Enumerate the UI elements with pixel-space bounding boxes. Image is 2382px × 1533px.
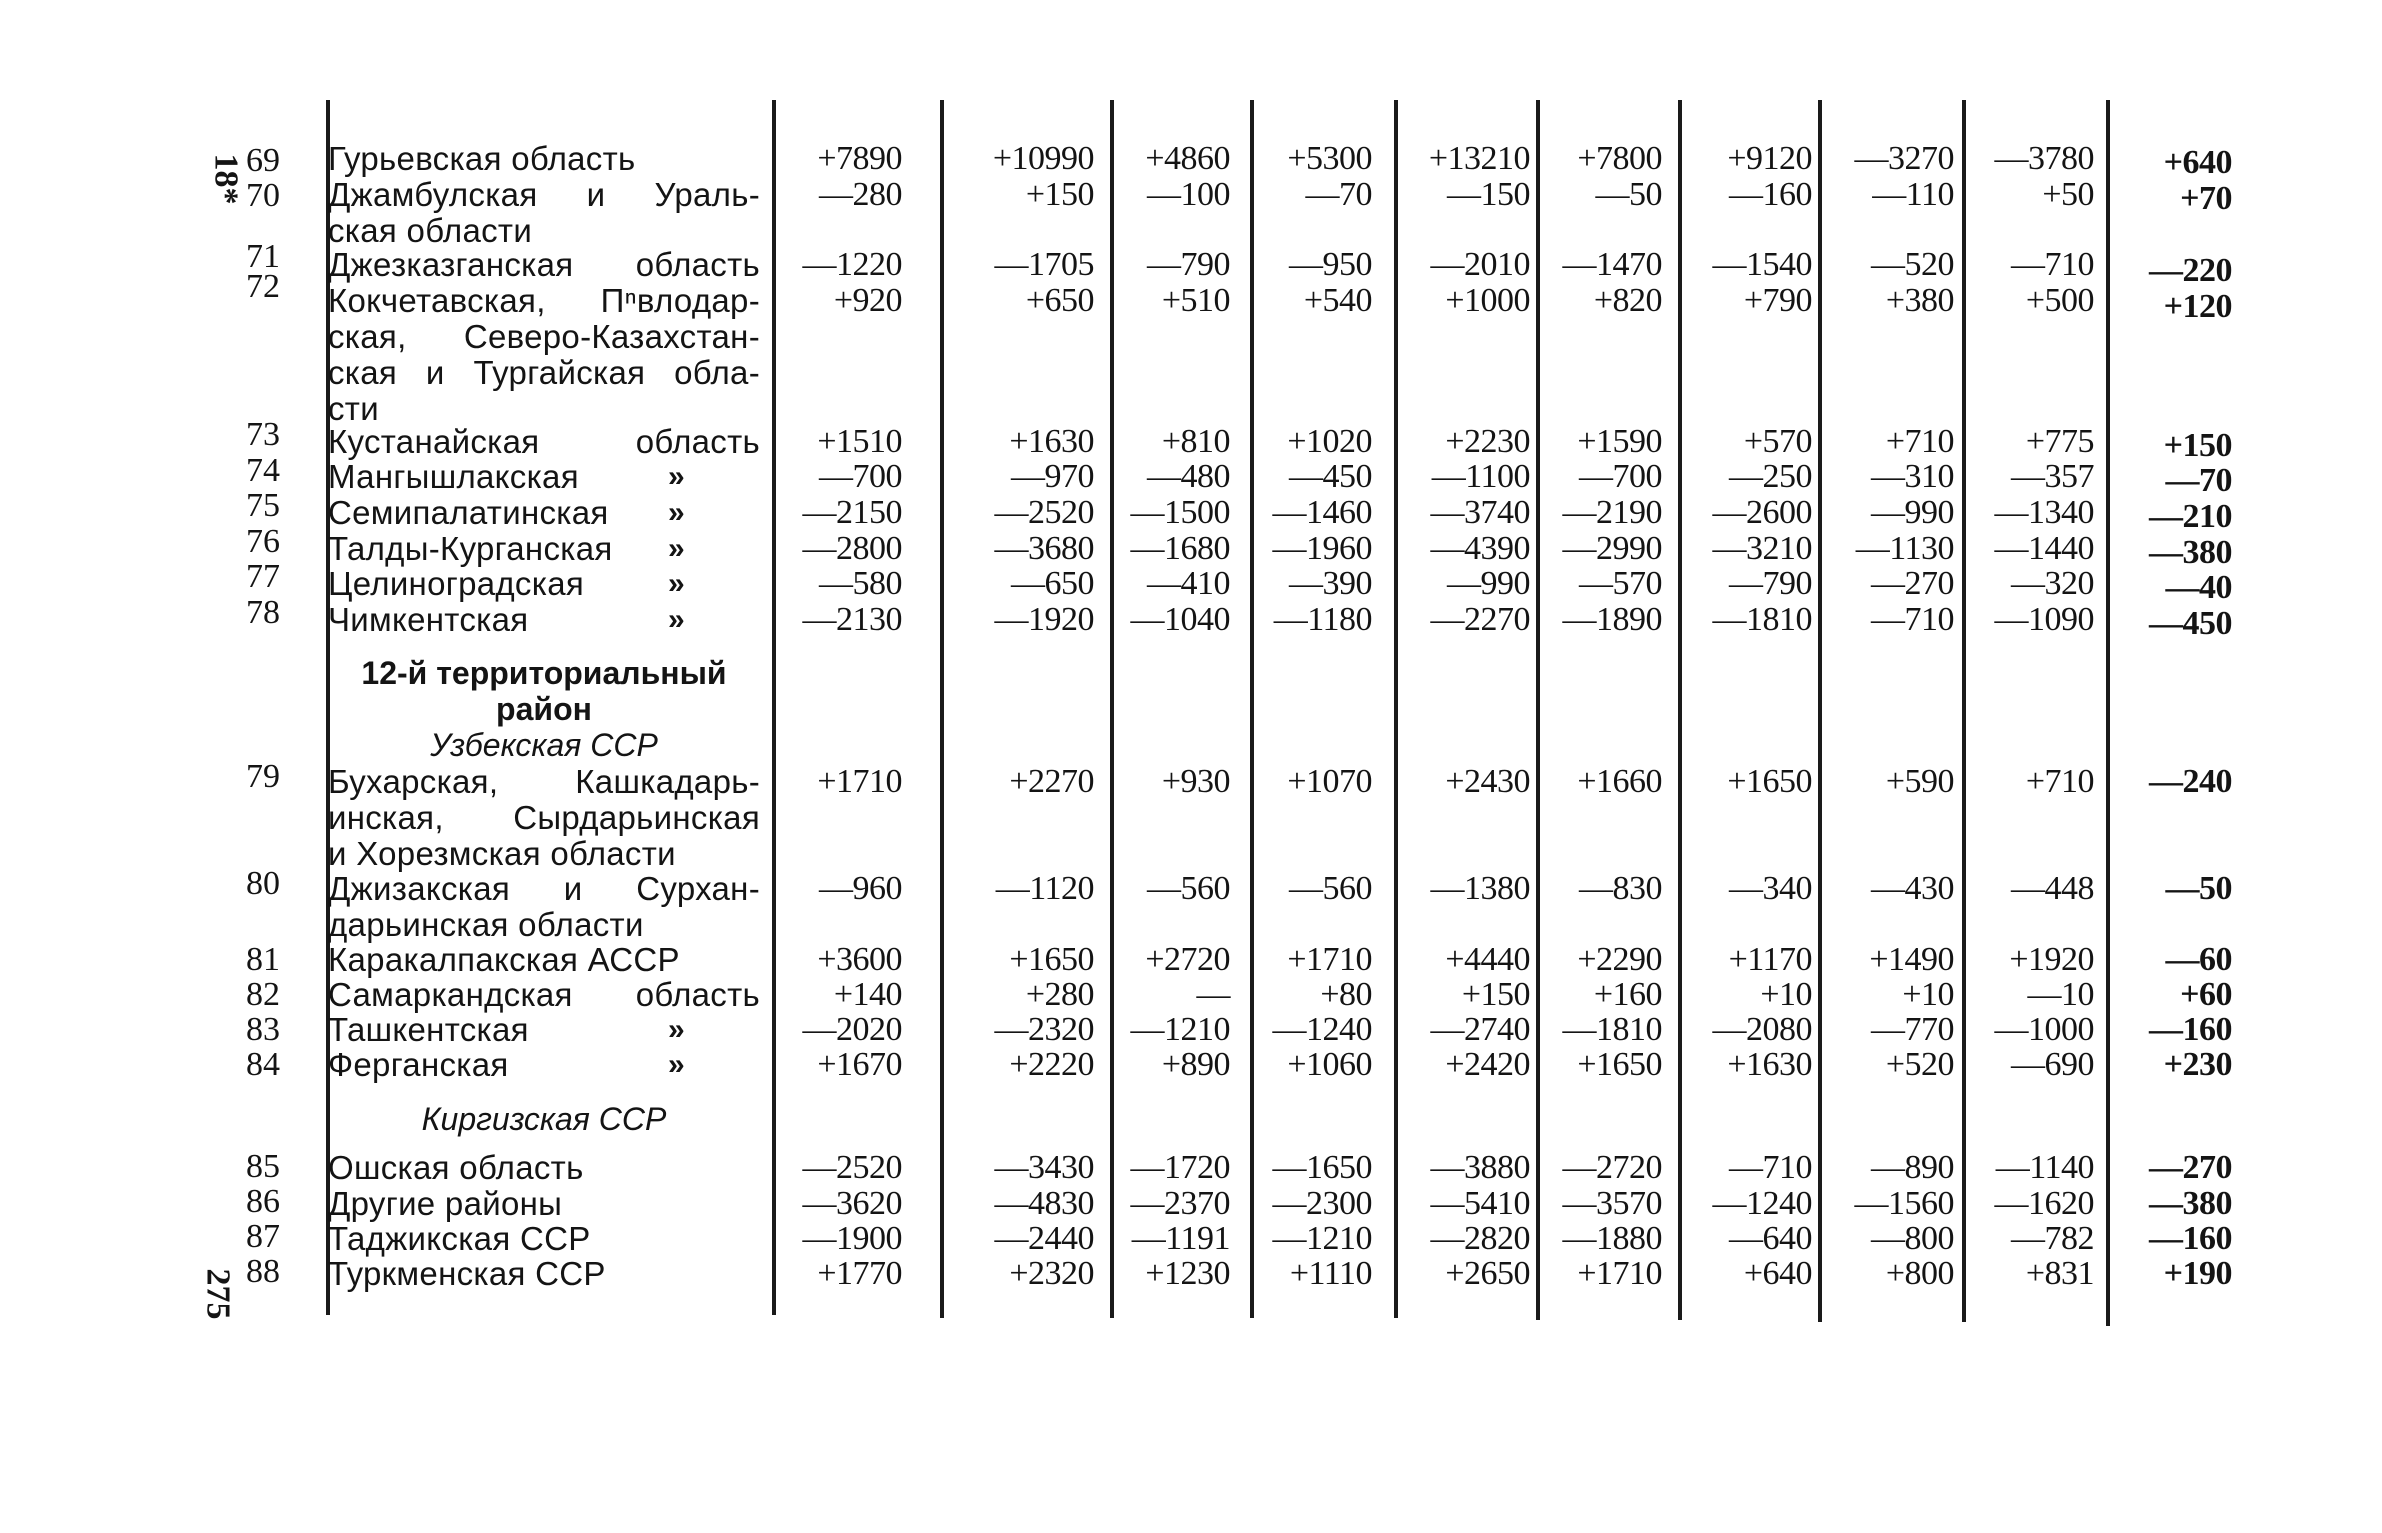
table-cell: —1130 bbox=[1855, 530, 1954, 567]
table-cell: —160 bbox=[1729, 176, 1812, 213]
table-cell: +510 bbox=[1161, 282, 1230, 319]
table-cell: +710 bbox=[2025, 763, 2094, 800]
table-cell: +380 bbox=[1885, 282, 1954, 319]
row-name-line: Самаркандская область bbox=[328, 976, 760, 1013]
table-cell: +1920 bbox=[2009, 941, 2094, 978]
table-cell: —2990 bbox=[1562, 530, 1662, 567]
table-cell: —450 bbox=[2149, 605, 2232, 642]
table-cell: —2020 bbox=[802, 1011, 902, 1048]
table-cell: —340 bbox=[1729, 870, 1812, 907]
table-cell: —782 bbox=[2011, 1220, 2094, 1257]
row-name-line: Джезказганская область bbox=[328, 246, 760, 283]
row-number: 88 bbox=[246, 1253, 280, 1290]
table-cell: —1960 bbox=[1272, 530, 1372, 567]
row-name-line: ская и Тургайская обла- bbox=[328, 354, 760, 391]
row-name-line: Ошская область bbox=[328, 1149, 584, 1186]
table-cell: +820 bbox=[1593, 282, 1662, 319]
row-number: 83 bbox=[246, 1011, 280, 1048]
heading-line: район bbox=[496, 691, 592, 727]
table-cell: —3680 bbox=[994, 530, 1094, 567]
table-cell: —480 bbox=[1147, 458, 1230, 495]
table-cell: —1500 bbox=[1130, 494, 1230, 531]
row-name-line: Кокчетавская, Пⁿвлодар- bbox=[328, 282, 760, 319]
row-name-line: Чимкентская bbox=[328, 601, 529, 638]
row-number: 80 bbox=[246, 865, 280, 902]
table-cell: —1210 bbox=[1130, 1011, 1230, 1048]
table-cell: —1240 bbox=[1272, 1011, 1372, 1048]
table-cell: +280 bbox=[1025, 976, 1094, 1013]
table-cell: +1230 bbox=[1145, 1255, 1230, 1292]
table-cell: —280 bbox=[819, 176, 902, 213]
table-cell: +1490 bbox=[1869, 941, 1954, 978]
table-cell: —2010 bbox=[1430, 246, 1530, 283]
table-cell: —3780 bbox=[1994, 140, 2094, 177]
table-cell: —1650 bbox=[1272, 1149, 1372, 1186]
table-cell: +2720 bbox=[1145, 941, 1230, 978]
page-number: 275 bbox=[199, 1268, 237, 1320]
table-cell: +4860 bbox=[1145, 140, 1230, 177]
table-cell: +790 bbox=[1743, 282, 1812, 319]
table-cell: +140 bbox=[833, 976, 902, 1013]
row-name-line: ская области bbox=[328, 212, 533, 249]
table-cell: +2430 bbox=[1445, 763, 1530, 800]
table-cell: +1710 bbox=[817, 763, 902, 800]
table-cell: —110 bbox=[1872, 176, 1954, 213]
row-name-line: Джамбулская и Ураль- bbox=[328, 176, 760, 213]
row-number: 82 bbox=[246, 976, 280, 1013]
table-cell: +4440 bbox=[1445, 941, 1530, 978]
table-cell: +1650 bbox=[1009, 941, 1094, 978]
table-cell: +60 bbox=[2180, 976, 2232, 1013]
heading-line: 12-й территориальный bbox=[361, 655, 727, 691]
table-cell: —1380 bbox=[1430, 870, 1530, 907]
table-cell: —1920 bbox=[994, 601, 1094, 638]
table-cell: —560 bbox=[1147, 870, 1230, 907]
table-cell: —40 bbox=[2165, 569, 2232, 606]
row-name-line: Ташкентская bbox=[328, 1011, 529, 1048]
table-cell: —70 bbox=[2165, 462, 2232, 499]
table-cell: +190 bbox=[2163, 1255, 2232, 1292]
table-cell: —1680 bbox=[1130, 530, 1230, 567]
table-cell: —2270 bbox=[1430, 601, 1530, 638]
heading-uzbek-ssr: Узбекская ССР bbox=[430, 727, 658, 763]
table-cell: —1720 bbox=[1130, 1149, 1230, 1186]
table-cell: — bbox=[1196, 976, 1230, 1013]
table-cell: —3880 bbox=[1430, 1149, 1530, 1186]
table-cell: +1510 bbox=[817, 423, 902, 460]
table-cell: —640 bbox=[1729, 1220, 1812, 1257]
table-cell: —710 bbox=[2011, 246, 2094, 283]
heading-kirghiz-ssr: Киргизская ССР bbox=[421, 1101, 667, 1137]
row-number: 74 bbox=[246, 452, 280, 489]
table-cell: —1470 bbox=[1562, 246, 1662, 283]
table-cell: —1540 bbox=[1712, 246, 1812, 283]
table-cell: +2650 bbox=[1445, 1255, 1530, 1292]
table-cell: —50 bbox=[1595, 176, 1662, 213]
table-cell: —800 bbox=[1871, 1220, 1954, 1257]
table-cell: —1810 bbox=[1562, 1011, 1662, 1048]
table-cell: —160 bbox=[2149, 1220, 2232, 1257]
table-cell: —450 bbox=[1289, 458, 1372, 495]
table-cell: +3600 bbox=[817, 941, 902, 978]
table-cell: —2720 bbox=[1562, 1149, 1662, 1186]
table-cell: +2320 bbox=[1009, 1255, 1094, 1292]
table-cell: —1100 bbox=[1431, 458, 1530, 495]
row-name-line: Талды-Курганская bbox=[328, 530, 613, 567]
table-cell: +520 bbox=[1885, 1046, 1954, 1083]
table-cell: —320 bbox=[2011, 565, 2094, 602]
table-cell: —2300 bbox=[1272, 1185, 1372, 1222]
table-cell: —520 bbox=[1871, 246, 1954, 283]
table-cell: +2420 bbox=[1445, 1046, 1530, 1083]
row-number: 81 bbox=[246, 941, 280, 978]
row-number: 71 bbox=[246, 238, 280, 275]
table-cell: —1440 bbox=[1994, 530, 2094, 567]
table-cell: +1060 bbox=[1287, 1046, 1372, 1083]
table-cell: —448 bbox=[2011, 870, 2094, 907]
table-cell: —3570 bbox=[1562, 1185, 1662, 1222]
ditto-mark: » bbox=[668, 1013, 685, 1046]
column-rule bbox=[1110, 100, 1114, 1318]
table-cell: +1710 bbox=[1577, 1255, 1662, 1292]
table-cell: —2440 bbox=[994, 1220, 1094, 1257]
ditto-mark: » bbox=[668, 496, 685, 529]
ditto-mark: » bbox=[668, 603, 685, 636]
table-cell: —960 bbox=[819, 870, 902, 907]
table-cell: —2150 bbox=[802, 494, 902, 531]
table-cell: —2370 bbox=[1130, 1185, 1230, 1222]
table-cell: —990 bbox=[1447, 565, 1530, 602]
table-cell: —2520 bbox=[802, 1149, 902, 1186]
table-cell: +831 bbox=[2025, 1255, 2094, 1292]
table-cell: +2220 bbox=[1009, 1046, 1094, 1083]
table-cell: —1460 bbox=[1272, 494, 1372, 531]
table-cell: +10 bbox=[1760, 976, 1812, 1013]
ditto-mark: » bbox=[668, 460, 685, 493]
table-cell: —3740 bbox=[1430, 494, 1530, 531]
table-cell: —2520 bbox=[994, 494, 1094, 531]
table-cell: +800 bbox=[1885, 1255, 1954, 1292]
table-cell: —430 bbox=[1871, 870, 1954, 907]
table-cell: —2600 bbox=[1712, 494, 1812, 531]
table-cell: —1900 bbox=[802, 1220, 902, 1257]
table-cell: +9120 bbox=[1727, 140, 1812, 177]
table-cell: +1630 bbox=[1727, 1046, 1812, 1083]
table-cell: —1340 bbox=[1994, 494, 2094, 531]
table-cell: +7890 bbox=[817, 140, 902, 177]
table-cell: —1090 bbox=[1994, 601, 2094, 638]
table-cell: +150 bbox=[2163, 427, 2232, 464]
table-cell: —2080 bbox=[1712, 1011, 1812, 1048]
table-cell: —580 bbox=[819, 565, 902, 602]
table-cell: —1620 bbox=[1994, 1185, 2094, 1222]
table-cell: +590 bbox=[1885, 763, 1954, 800]
ditto-mark: » bbox=[668, 1048, 685, 1081]
signature-mark: 18* bbox=[207, 153, 245, 205]
column-rule bbox=[1394, 100, 1398, 1318]
table-cell: —1000 bbox=[1994, 1011, 2094, 1048]
table-cell: —950 bbox=[1289, 246, 1372, 283]
row-number: 84 bbox=[246, 1046, 280, 1083]
table-cell: +500 bbox=[2025, 282, 2094, 319]
table-cell: —70 bbox=[1305, 176, 1372, 213]
table-cell: +930 bbox=[1161, 763, 1230, 800]
row-name-line: ская, Северо-Казахстан- bbox=[328, 318, 760, 355]
table-cell: +1110 bbox=[1289, 1255, 1372, 1292]
table-cell: +1770 bbox=[817, 1255, 902, 1292]
table-cell: —710 bbox=[1871, 601, 1954, 638]
table-cell: +80 bbox=[1320, 976, 1372, 1013]
row-name-line: инская, Сырдарьинская bbox=[328, 799, 760, 836]
table-cell: +2290 bbox=[1577, 941, 1662, 978]
table-cell: +1590 bbox=[1577, 423, 1662, 460]
table-cell: —270 bbox=[1871, 565, 1954, 602]
table-cell: —890 bbox=[1871, 1149, 1954, 1186]
table-cell: —970 bbox=[1011, 458, 1094, 495]
table-cell: —710 bbox=[1729, 1149, 1812, 1186]
table-cell: +50 bbox=[2042, 176, 2094, 213]
table-cell: —1210 bbox=[1272, 1220, 1372, 1257]
table-cell: —1220 bbox=[802, 246, 902, 283]
table-cell: +1710 bbox=[1287, 941, 1372, 978]
table-cell: —790 bbox=[1729, 565, 1812, 602]
column-rule bbox=[1250, 100, 1254, 1318]
table-cell: +70 bbox=[2180, 180, 2232, 217]
table-cell: —390 bbox=[1289, 565, 1372, 602]
table-cell: —1140 bbox=[1995, 1149, 2094, 1186]
table-cell: +13210 bbox=[1428, 140, 1530, 177]
ditto-mark: » bbox=[668, 532, 685, 565]
table-cell: —700 bbox=[819, 458, 902, 495]
row-number: 69 bbox=[246, 142, 280, 179]
table-cell: +150 bbox=[1461, 976, 1530, 1013]
row-name-line: Таджикская ССР bbox=[328, 1220, 591, 1257]
row-name-line: Туркменская ССР bbox=[328, 1255, 606, 1292]
table-cell: +160 bbox=[1593, 976, 1662, 1013]
table-cell: —2130 bbox=[802, 601, 902, 638]
table-cell: —700 bbox=[1579, 458, 1662, 495]
row-name-line: и Хорезмская области bbox=[328, 835, 676, 872]
table-cell: —380 bbox=[2149, 1185, 2232, 1222]
table-cell: —250 bbox=[1729, 458, 1812, 495]
table-cell: —380 bbox=[2149, 534, 2232, 571]
table-cell: —10 bbox=[2027, 976, 2094, 1013]
row-number: 79 bbox=[246, 758, 280, 795]
row-name-line: дарьинская области bbox=[328, 906, 644, 943]
table-cell: —210 bbox=[2149, 498, 2232, 535]
table-cell: +1170 bbox=[1728, 941, 1812, 978]
table-cell: —560 bbox=[1289, 870, 1372, 907]
table-cell: +150 bbox=[1025, 176, 1094, 213]
column-rule bbox=[2106, 100, 2110, 1326]
table-cell: —160 bbox=[2149, 1011, 2232, 1048]
row-number: 73 bbox=[246, 416, 280, 453]
table-cell: —650 bbox=[1011, 565, 1094, 602]
row-number: 75 bbox=[246, 487, 280, 524]
row-number: 77 bbox=[246, 558, 280, 595]
table-cell: +2230 bbox=[1445, 423, 1530, 460]
table-cell: +230 bbox=[2163, 1046, 2232, 1083]
table-cell: —60 bbox=[2165, 941, 2232, 978]
table-cell: +1650 bbox=[1577, 1046, 1662, 1083]
table-cell: +1070 bbox=[1287, 763, 1372, 800]
table-cell: —1890 bbox=[1562, 601, 1662, 638]
row-name-line: Мангышлакская bbox=[328, 458, 579, 495]
table-cell: —310 bbox=[1871, 458, 1954, 495]
table-cell: —100 bbox=[1147, 176, 1230, 213]
table-cell: —2190 bbox=[1562, 494, 1662, 531]
table-cell: —990 bbox=[1871, 494, 1954, 531]
table-cell: —1560 bbox=[1854, 1185, 1954, 1222]
table-cell: —3270 bbox=[1854, 140, 1954, 177]
table-cell: —3430 bbox=[994, 1149, 1094, 1186]
column-rule bbox=[1678, 100, 1682, 1320]
table-cell: —1191 bbox=[1131, 1220, 1230, 1257]
table-cell: +7800 bbox=[1577, 140, 1662, 177]
row-name-line: Гурьевская область bbox=[328, 140, 636, 177]
table-cell: —2820 bbox=[1430, 1220, 1530, 1257]
table-cell: —1240 bbox=[1712, 1185, 1812, 1222]
table-cell: —4830 bbox=[994, 1185, 1094, 1222]
table-cell: +540 bbox=[1303, 282, 1372, 319]
ditto-mark: » bbox=[668, 567, 685, 600]
table-cell: +10 bbox=[1902, 976, 1954, 1013]
row-name-line: Семипалатинская bbox=[328, 494, 609, 531]
table-cell: +1670 bbox=[817, 1046, 902, 1083]
table-cell: —1040 bbox=[1130, 601, 1230, 638]
row-name-line: Каракалпакская АССР bbox=[328, 941, 680, 978]
table-cell: —1810 bbox=[1712, 601, 1812, 638]
row-number: 70 bbox=[246, 177, 280, 214]
table-cell: —220 bbox=[2149, 252, 2232, 289]
row-name-line: Целиноградская bbox=[328, 565, 585, 602]
table-cell: +2270 bbox=[1009, 763, 1094, 800]
table-cell: —5410 bbox=[1430, 1185, 1530, 1222]
table-cell: +775 bbox=[2025, 423, 2094, 460]
table-cell: —790 bbox=[1147, 246, 1230, 283]
table-cell: +710 bbox=[1885, 423, 1954, 460]
row-number: 78 bbox=[246, 594, 280, 631]
table-cell: —1705 bbox=[994, 246, 1094, 283]
table-cell: +1000 bbox=[1445, 282, 1530, 319]
table-cell: —4390 bbox=[1430, 530, 1530, 567]
table-cell: —240 bbox=[2149, 763, 2232, 800]
table-cell: +10990 bbox=[992, 140, 1094, 177]
table-cell: +120 bbox=[2163, 288, 2232, 325]
row-name-line: Джизакская и Сурхан- bbox=[328, 870, 760, 907]
table-cell: —2740 bbox=[1430, 1011, 1530, 1048]
table-cell: +650 bbox=[1025, 282, 1094, 319]
table-cell: —1880 bbox=[1562, 1220, 1662, 1257]
table-cell: —150 bbox=[1447, 176, 1530, 213]
table-cell: —3620 bbox=[802, 1185, 902, 1222]
table-cell: —770 bbox=[1871, 1011, 1954, 1048]
table-cell: —3210 bbox=[1712, 530, 1812, 567]
row-name-line: Другие районы bbox=[328, 1185, 563, 1222]
column-rule bbox=[1818, 100, 1822, 1322]
row-number: 86 bbox=[246, 1183, 280, 1220]
table-cell: +570 bbox=[1743, 423, 1812, 460]
table-cell: —690 bbox=[2011, 1046, 2094, 1083]
row-number: 87 bbox=[246, 1218, 280, 1255]
table-cell: +640 bbox=[2163, 144, 2232, 181]
table-cell: +1650 bbox=[1727, 763, 1812, 800]
table-cell: +1660 bbox=[1577, 763, 1662, 800]
column-rule bbox=[772, 100, 776, 1315]
table-cell: —2800 bbox=[802, 530, 902, 567]
table-cell: +1630 bbox=[1009, 423, 1094, 460]
row-name-line: Кустанайская область bbox=[328, 423, 760, 460]
table-cell: —2320 bbox=[994, 1011, 1094, 1048]
table-cell: —570 bbox=[1579, 565, 1662, 602]
table-cell: —1120 bbox=[995, 870, 1094, 907]
table-cell: —1180 bbox=[1273, 601, 1372, 638]
table-cell: —410 bbox=[1147, 565, 1230, 602]
table-cell: +1020 bbox=[1287, 423, 1372, 460]
table-cell: —50 bbox=[2165, 870, 2232, 907]
column-rule bbox=[940, 100, 944, 1318]
column-rule bbox=[1962, 100, 1966, 1322]
row-name-line: сти bbox=[328, 390, 379, 427]
row-name-line: Ферганская bbox=[328, 1046, 509, 1083]
table-cell: +920 bbox=[833, 282, 902, 319]
table-cell: +640 bbox=[1743, 1255, 1812, 1292]
table-cell: —830 bbox=[1579, 870, 1662, 907]
column-rule bbox=[1536, 100, 1540, 1320]
table-cell: +5300 bbox=[1287, 140, 1372, 177]
table-cell: —357 bbox=[2011, 458, 2094, 495]
row-number: 85 bbox=[246, 1148, 280, 1185]
table-cell: +810 bbox=[1161, 423, 1230, 460]
row-number: 76 bbox=[246, 523, 280, 560]
row-name-line: Бухарская, Кашкадарь- bbox=[328, 763, 760, 800]
row-number: 72 bbox=[246, 268, 280, 305]
table-cell: —270 bbox=[2149, 1149, 2232, 1186]
table-cell: +890 bbox=[1161, 1046, 1230, 1083]
